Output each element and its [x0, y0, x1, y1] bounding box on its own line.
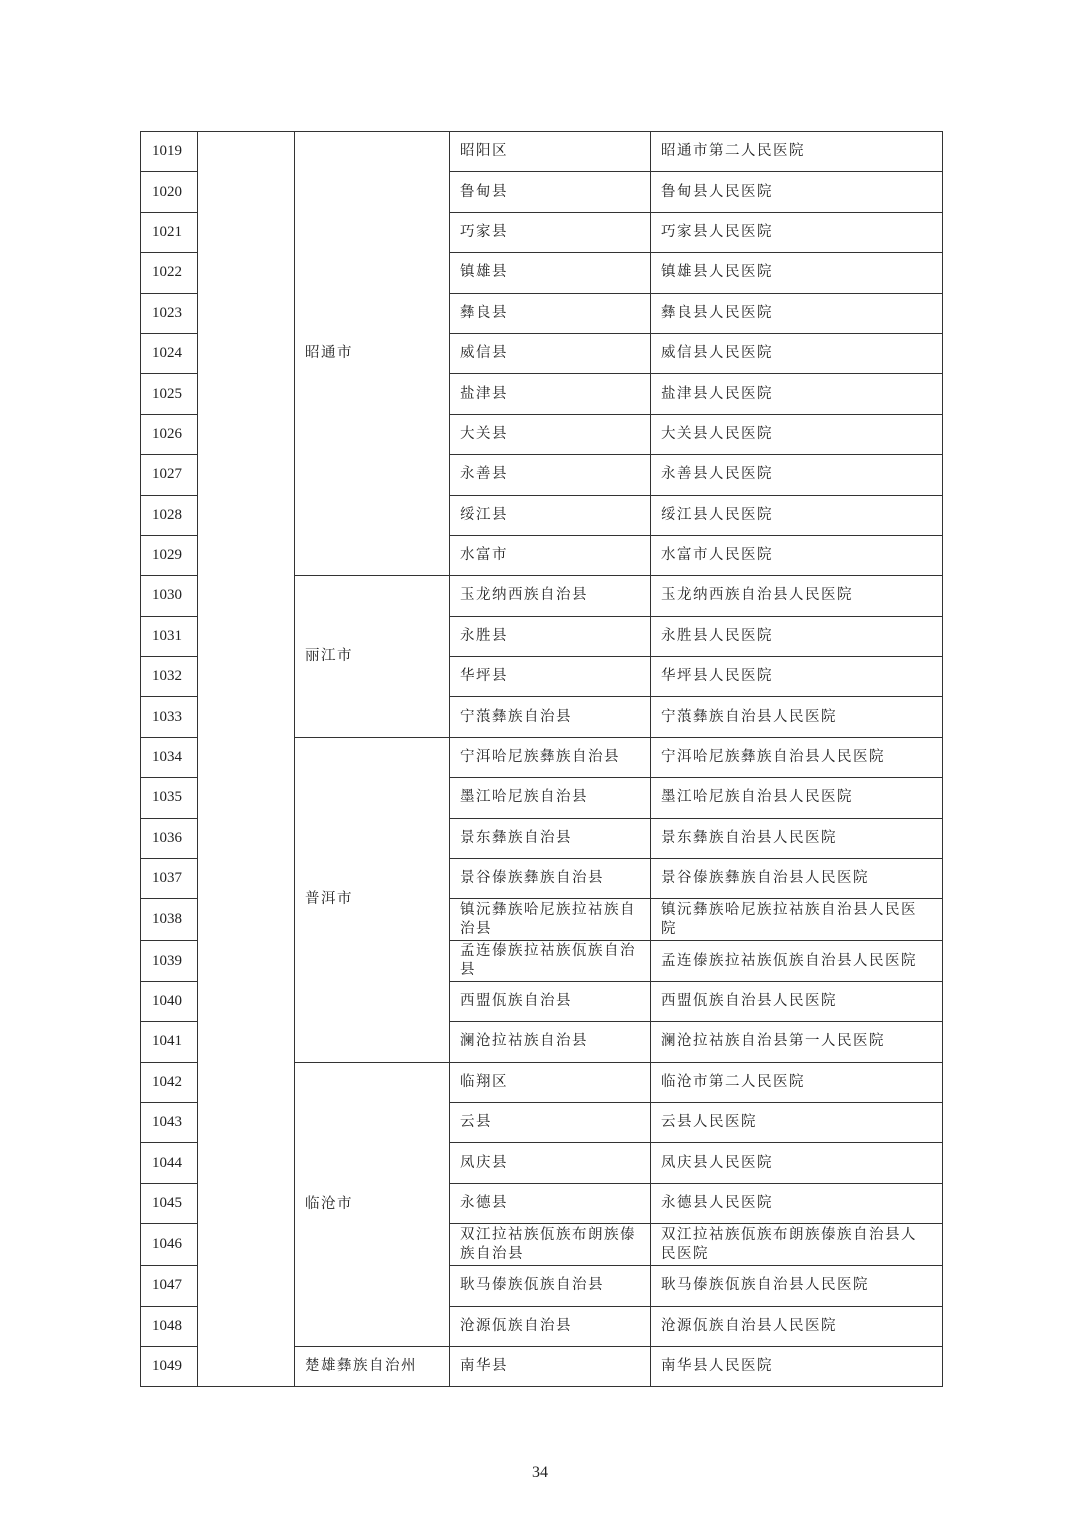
- hospital-table: [140, 131, 943, 1387]
- row-number: 1019: [141, 132, 198, 172]
- row-number: 1040: [141, 981, 198, 1021]
- row-number: 1046: [141, 1224, 198, 1266]
- county-cell: 宁蒗彝族自治县: [450, 697, 651, 737]
- row-number: 1048: [141, 1306, 198, 1346]
- county-cell: 永德县: [450, 1183, 651, 1223]
- hospital-cell: 景东彝族自治县人民医院: [651, 818, 943, 858]
- hospital-cell: 绥江县人民医院: [651, 495, 943, 535]
- row-number: 1043: [141, 1102, 198, 1142]
- row-number: 1032: [141, 657, 198, 697]
- row-number: 1030: [141, 576, 198, 616]
- city-cell: 临沧市: [295, 1062, 450, 1346]
- county-cell: 彝良县: [450, 293, 651, 333]
- hospital-cell: 凤庆县人民医院: [651, 1143, 943, 1183]
- county-cell: 墨江哈尼族自治县: [450, 778, 651, 818]
- county-cell: 凤庆县: [450, 1143, 651, 1183]
- county-cell: 西盟佤族自治县: [450, 981, 651, 1021]
- city-cell: 昭通市: [295, 132, 450, 576]
- county-cell: 华坪县: [450, 657, 651, 697]
- hospital-cell: 墨江哈尼族自治县人民医院: [651, 778, 943, 818]
- row-number: 1038: [141, 899, 198, 941]
- row-number: 1042: [141, 1062, 198, 1102]
- city-cell: 楚雄彝族自治州: [295, 1346, 450, 1386]
- row-number: 1022: [141, 253, 198, 293]
- county-cell: 云县: [450, 1102, 651, 1142]
- row-number: 1033: [141, 697, 198, 737]
- county-cell: 景谷傣族彝族自治县: [450, 859, 651, 899]
- row-number: 1039: [141, 941, 198, 981]
- hospital-cell: 宁蒗彝族自治县人民医院: [651, 697, 943, 737]
- table-row: [141, 132, 943, 172]
- row-number: 1031: [141, 616, 198, 656]
- hospital-cell: 威信县人民医院: [651, 333, 943, 373]
- county-cell: 永善县: [450, 455, 651, 495]
- hospital-cell: 景谷傣族彝族自治县人民医院: [651, 859, 943, 899]
- county-cell: 沧源佤族自治县: [450, 1306, 651, 1346]
- county-cell: 昭阳区: [450, 132, 651, 172]
- county-cell: 盐津县: [450, 374, 651, 414]
- hospital-cell: 宁洱哈尼族彝族自治县人民医院: [651, 737, 943, 777]
- row-number: 1028: [141, 495, 198, 535]
- row-number: 1026: [141, 414, 198, 454]
- hospital-cell: 临沧市第二人民医院: [651, 1062, 943, 1102]
- hospital-cell: 双江拉祜族佤族布朗族傣族自治县人民医院: [651, 1224, 943, 1266]
- county-cell: 景东彝族自治县: [450, 818, 651, 858]
- row-number: 1041: [141, 1022, 198, 1062]
- county-cell: 澜沧拉祜族自治县: [450, 1022, 651, 1062]
- hospital-cell: 南华县人民医院: [651, 1346, 943, 1386]
- page-number: 34: [532, 1464, 548, 1481]
- row-number: 1045: [141, 1183, 198, 1223]
- county-cell: 绥江县: [450, 495, 651, 535]
- hospital-cell: 西盟佤族自治县人民医院: [651, 981, 943, 1021]
- hospital-cell: 大关县人民医院: [651, 414, 943, 454]
- row-number: 1023: [141, 293, 198, 333]
- county-cell: 镇雄县: [450, 253, 651, 293]
- hospital-cell: 巧家县人民医院: [651, 212, 943, 252]
- hospital-cell: 沧源佤族自治县人民医院: [651, 1306, 943, 1346]
- hospital-cell: 昭通市第二人民医院: [651, 132, 943, 172]
- row-number: 1044: [141, 1143, 198, 1183]
- hospital-cell: 玉龙纳西族自治县人民医院: [651, 576, 943, 616]
- row-number: 1020: [141, 172, 198, 212]
- county-cell: 双江拉祜族佤族布朗族傣族自治县: [450, 1224, 651, 1266]
- province-cell: [198, 132, 295, 1387]
- hospital-cell: 云县人民医院: [651, 1102, 943, 1142]
- hospital-cell: 盐津县人民医院: [651, 374, 943, 414]
- city-cell: 丽江市: [295, 576, 450, 738]
- city-cell: 普洱市: [295, 737, 450, 1062]
- row-number: 1024: [141, 333, 198, 373]
- hospital-cell: 永胜县人民医院: [651, 616, 943, 656]
- hospital-cell: 永善县人民医院: [651, 455, 943, 495]
- row-number: 1047: [141, 1266, 198, 1306]
- hospital-cell: 华坪县人民医院: [651, 657, 943, 697]
- row-number: 1034: [141, 737, 198, 777]
- row-number: 1035: [141, 778, 198, 818]
- row-number: 1037: [141, 859, 198, 899]
- county-cell: 临翔区: [450, 1062, 651, 1102]
- hospital-cell: 镇沅彝族哈尼族拉祜族自治县人民医院: [651, 899, 943, 941]
- row-number: 1049: [141, 1346, 198, 1386]
- row-number: 1021: [141, 212, 198, 252]
- hospital-cell: 鲁甸县人民医院: [651, 172, 943, 212]
- county-cell: 威信县: [450, 333, 651, 373]
- county-cell: 永胜县: [450, 616, 651, 656]
- row-number: 1027: [141, 455, 198, 495]
- county-cell: 耿马傣族佤族自治县: [450, 1266, 651, 1306]
- row-number: 1025: [141, 374, 198, 414]
- county-cell: 巧家县: [450, 212, 651, 252]
- county-cell: 大关县: [450, 414, 651, 454]
- row-number: 1029: [141, 535, 198, 575]
- county-cell: 鲁甸县: [450, 172, 651, 212]
- county-cell: 南华县: [450, 1346, 651, 1386]
- county-cell: 玉龙纳西族自治县: [450, 576, 651, 616]
- county-cell: 水富市: [450, 535, 651, 575]
- hospital-cell: 孟连傣族拉祜族佤族自治县人民医院: [651, 941, 943, 981]
- county-cell: 宁洱哈尼族彝族自治县: [450, 737, 651, 777]
- hospital-cell: 永德县人民医院: [651, 1183, 943, 1223]
- hospital-cell: 彝良县人民医院: [651, 293, 943, 333]
- hospital-cell: 水富市人民医院: [651, 535, 943, 575]
- hospital-cell: 镇雄县人民医院: [651, 253, 943, 293]
- county-cell: 镇沅彝族哈尼族拉祜族自治县: [450, 899, 651, 941]
- hospital-cell: 耿马傣族佤族自治县人民医院: [651, 1266, 943, 1306]
- county-cell: 孟连傣族拉祜族佤族自治县: [450, 941, 651, 981]
- row-number: 1036: [141, 818, 198, 858]
- hospital-cell: 澜沧拉祜族自治县第一人民医院: [651, 1022, 943, 1062]
